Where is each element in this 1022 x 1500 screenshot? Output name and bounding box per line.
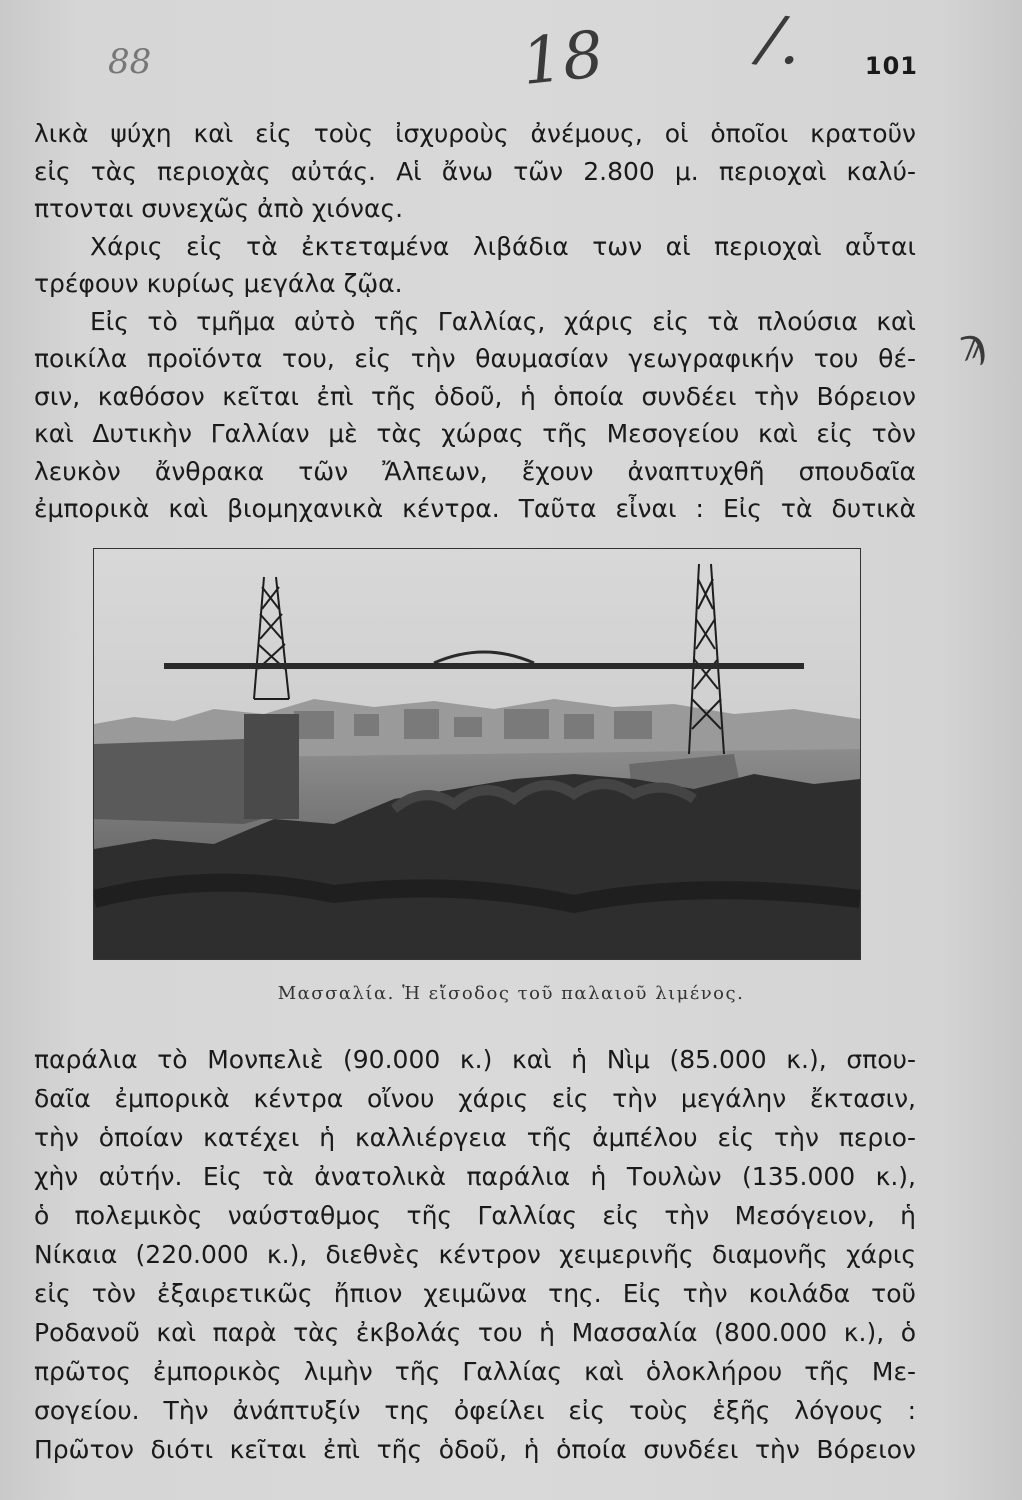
text-line: τὴν ὁποίαν κατέχει ἡ καλλιέργεια τῆς ἀμπέλου εἰς τὴν περιο- [34, 1123, 916, 1152]
handwritten-note-88: 88 [108, 42, 152, 82]
text-line: εἰς τὰς περιοχὰς αὐτάς. Αἱ ἄνω τῶν 2.800 μ. περιοχαὶ καλύ- [34, 156, 916, 186]
text-line: ἐμπορικὰ καὶ βιομηχανικὰ κέντρα. Ταῦτα εἶναι : Εἰς τὰ δυτικὰ [34, 494, 916, 523]
text-line: Χάρις εἰς τὰ ἐκτεταμένα λιβάδια των αἱ περιοχαὶ αὗται [90, 231, 916, 261]
body-text-top [34, 115, 916, 528]
figure-caption: Μασσαλία. Ἡ εἴσοδος τοῦ παλαιοῦ λιμένος. [277, 983, 745, 1004]
handwritten-note-18: 18 [518, 17, 608, 101]
harbor-photo [93, 548, 861, 960]
text-line: σογείου. Τὴν ἀνάπτυξίν της ὀφείλει εἰς τοὺς ἑξῆς λόγους : [34, 1396, 916, 1425]
text-line: Ροδανοῦ καὶ παρὰ τὰς ἐκβολάς του ἡ Μασσαλία (800.000 κ.), ὁ [34, 1318, 916, 1347]
text-line: παράλια τὸ Μονπελιὲ (90.000 κ.) καὶ ἡ Νὶμ (85.000 κ.), σπου- [34, 1045, 916, 1074]
text-line: Νίκαια (220.000 κ.), διεθνὲς κέντρον χειμερινῆς διαμονῆς χάρις [34, 1240, 916, 1269]
text-line: λευκὸν ἄνθρακα τῶν Ἄλπεων, ἔχουν ἀναπτυχθῆ σπουδαῖα [34, 456, 916, 486]
text-line: ὁ πολεμικὸς ναύσταθμος τῆς Γαλλίας εἰς τὴν Μεσόγειον, ἡ [34, 1201, 916, 1230]
handwritten-side-mark: ϡ [950, 315, 992, 372]
text-line: Εἰς τὸ τμῆμα αὐτὸ τῆς Γαλλίας, χάρις εἰς τὰ πλούσια καὶ [90, 306, 916, 336]
transporter-bridge-illustration [94, 549, 860, 959]
text-line: σιν, καθόσον κεῖται ἐπὶ τῆς ὁδοῦ, ἡ ὁποία συνδέει τὴν Βόρειον [34, 381, 916, 411]
text-line: δαῖα ἐμπορικὰ κέντρα οἴνου χάρις εἰς τὴν μεγάλην ἔκτασιν, [34, 1084, 916, 1113]
text-line: πρῶτος ἐμπορικὸς λιμὴν τῆς Γαλλίας καὶ ὁλοκλήρου τῆς Με- [34, 1357, 916, 1386]
text-line: ποικίλα προϊόντα του, εἰς τὴν θαυμασίαν γεωγραφικήν του θέ- [34, 344, 916, 373]
handwritten-mark: /. [755, 1, 807, 81]
text-line: χὴν αὐτήν. Εἰς τὰ ἀνατολικὰ παράλια ἡ Τουλὼν (135.000 κ.), [34, 1162, 916, 1191]
body-text-bottom [34, 1040, 916, 1469]
text-line: Πρῶτον διότι κεῖται ἐπὶ τῆς ὁδοῦ, ἡ ὁποία συνδέει τὴν Βόρειον [34, 1435, 916, 1464]
text-line: τρέφουν κυρίως μεγάλα ζῷα. [34, 269, 403, 298]
text-line: πτονται συνεχῶς ἀπὸ χιόνας. [34, 194, 404, 223]
text-line: εἰς τὸν ἐξαιρετικῶς ἤπιον χειμῶνα της. Εἰς τὴν κοιλάδα τοῦ [34, 1279, 916, 1308]
text-line: λικὰ ψύχη καὶ εἰς τοὺς ἰσχυροὺς ἀνέμους, οἱ ὁποῖοι κρατοῦν [34, 119, 916, 148]
page-number: 101 [864, 52, 918, 80]
text-line: καὶ Δυτικὴν Γαλλίαν μὲ τὰς χώρας τῆς Μεσογείου καὶ εἰς τὸν [34, 419, 916, 448]
